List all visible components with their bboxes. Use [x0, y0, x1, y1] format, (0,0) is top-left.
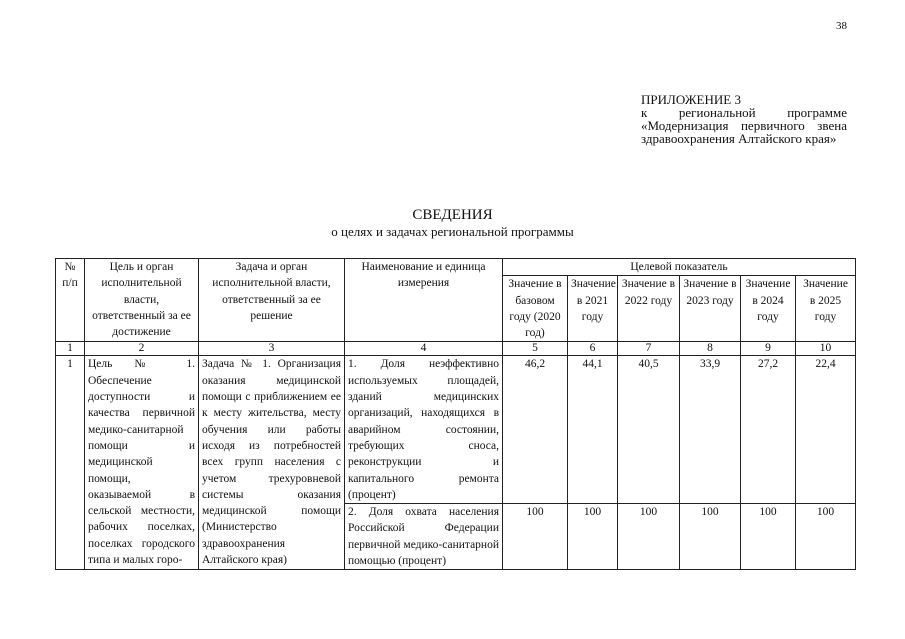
- row-num: 1: [56, 356, 85, 570]
- column-number: 6: [568, 342, 618, 356]
- column-number: 1: [56, 342, 85, 356]
- column-number: 7: [618, 342, 680, 356]
- header-year-base: Значение в базовом году (2020 год): [503, 276, 568, 342]
- row-goal: Цель № 1. Обеспечение доступности и качества первичной медико-санитарной помощи и медицинской помощи, оказываемой в сельской местности, рабочих поселках, поселках городского типа и малых горо-: [85, 356, 199, 570]
- column-number: 9: [741, 342, 796, 356]
- column-number: 2: [85, 342, 199, 356]
- indicator-name: 1. Доля неэффективно используемых площадей, зданий медицинских организаций, находящихся в аварийном состоянии, требующих сноса, реконструкции и капитального ремонта (процент): [345, 356, 503, 504]
- header-task: Задача и орган исполнительной власти, ответственный за ее решение: [199, 259, 345, 342]
- indicator-name: 2. Доля охвата населения Российской Федерации первичной медико-санитарной помощью (процент): [345, 504, 503, 570]
- header-indicator: Наименование и единица измерения: [345, 259, 503, 342]
- document-subtitle: о целях и задачах региональной программы: [331, 224, 574, 239]
- appendix-title: ПРИЛОЖЕНИЕ 3: [641, 92, 741, 107]
- indicator-value: 22,4: [796, 356, 856, 504]
- indicator-value: 100: [680, 504, 741, 570]
- document-title: СВЕДЕНИЯ: [412, 207, 493, 223]
- column-number: 10: [796, 342, 856, 356]
- indicator-value: 100: [741, 504, 796, 570]
- column-number: 4: [345, 342, 503, 356]
- indicator-value: 40,5: [618, 356, 680, 504]
- header-year-2022: Значение в 2022 году: [618, 276, 680, 342]
- indicator-value: 44,1: [568, 356, 618, 504]
- header-year-2023: Значение в 2023 году: [680, 276, 741, 342]
- column-number: 8: [680, 342, 741, 356]
- header-year-2024: Значение в 2024 году: [741, 276, 796, 342]
- page-number: 38: [836, 20, 847, 32]
- header-num: № п/п: [56, 259, 85, 342]
- header-target-group: Целевой показатель: [503, 259, 856, 276]
- indicator-value: 33,9: [680, 356, 741, 504]
- column-number: 3: [199, 342, 345, 356]
- column-number: 5: [503, 342, 568, 356]
- column-number-row: [56, 342, 856, 356]
- indicator-value: 100: [568, 504, 618, 570]
- indicator-value: 100: [618, 504, 680, 570]
- goals-table: [55, 258, 856, 570]
- header-goal: Цель и орган исполнительной власти, ответственный за ее достижение: [85, 259, 199, 342]
- document-heading: [0, 206, 905, 240]
- header-year-2021: Значение в 2021 году: [568, 276, 618, 342]
- indicator-value: 100: [503, 504, 568, 570]
- indicator-value: 27,2: [741, 356, 796, 504]
- table-row: [56, 356, 856, 504]
- header-year-2025: Значение в 2025 году: [796, 276, 856, 342]
- table-header-row: [56, 259, 856, 276]
- row-task: Задача № 1. Организация оказания медицинской помощи с приближением ее к месту жительства, месту обучения или работы исходя из потребностей всех групп населения с учетом трехуровневой системы оказания медицинской помощи (Министерство здравоохранения Алтайского края): [199, 356, 345, 570]
- appendix-text: к региональной программе «Модернизация первичного звена здравоохранения Алтайского края»: [641, 105, 847, 146]
- indicator-value: 46,2: [503, 356, 568, 504]
- appendix-block: [641, 93, 847, 145]
- indicator-value: 100: [796, 504, 856, 570]
